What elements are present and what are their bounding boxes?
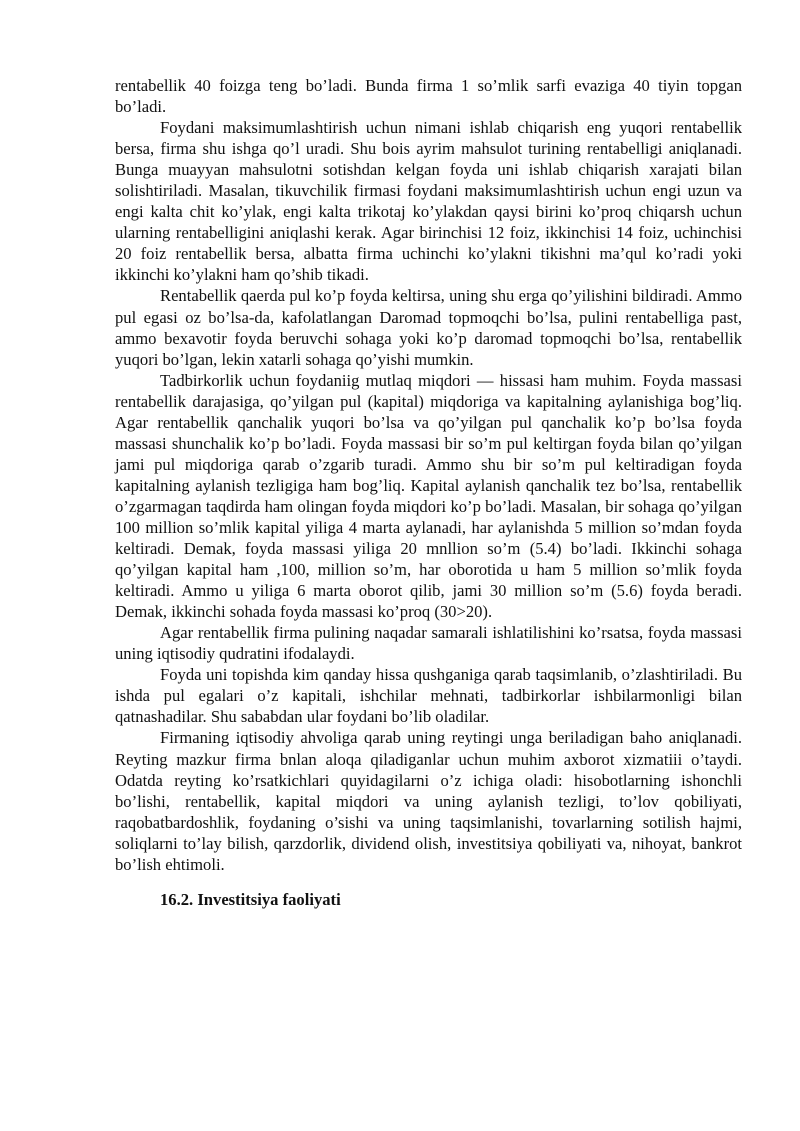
paragraph-profit-mass: Tadbirkorlik uchun foydaniig mutlaq miqdori — hissasi ham muhim. Foyda massasi rentabellik darajasiga, qo’yilgan pul (kapital) miqdoriga va kapitalning aylanishiga bog’liq. Agar rentabellik qanchalik yuqori bo’lsa va qo’yilgan pul qanchalik ko’p bo’lsa foyda massasi shunchalik ko’p bo’ladi. Foyda massasi bir so’m pul keltirgan foyda bilan qo’yilgan jami pul miqdoriga qarab o’zgarib turadi. Ammo shu bir so’m pul keltiradigan foyda kapitalning aylanish tezligiga ham bog’liq. Kapital aylanish qanchalik tez bo’lsa, rentabellik o’zgarmagan taqdirda ham olingan foyda miqdori ko’p bo’ladi. Masalan, bir sohaga qo’yilgan 100 million so’mlik kapital yiliga 4 marta aylanadi, har aylanishda 5 million so’mdan foyda keltiradi. Demak, foyda massasi yiliga 20 mnllion so’m (5.4) bo’ladi. Ikkinchi sohaga qo’yilgan kapital ham ,100, million so’m, har oborotida u ham 5 million so’mlik foyda keltiradi. Ammo u yiliga 6 marta oborot qilib, jami 30 million so’m (5.6) foyda beradi. Demak, ikkinchi sohada foyda massasi ko’proq (30>20). [115,370,742,622]
paragraph-rating: Firmaning iqtisodiy ahvoliga qarab uning reytingi unga beriladigan baho aniqlanadi. Reyting mazkur firma bnlan aloqa qiladiganlar uchun muhim axborot xizmatiii o’taydi. Odatda reyting ko’rsatkichlari quyidagilarni o’z ichiga oladi: hisobotlarning ishonchli bo’lishi, rentabellik, kapital miqdori va uning aylanish tezligi, to’lov qobiliyati, raqobatbardoshlik, foydaning o’sishi va uning taqsimlanishi, tovarlarning sotilish hajmi, soliqlarni to’lay bilish, qarzdorlik, dividend olish, investitsiya qobiliyati va, nihoyat, bankrot bo’lish ehtimoli. [115,728,742,874]
paragraph-profit-distribution: Foyda uni topishda kim qanday hissa qushganiga qarab taqsimlanib, o’zlashtiriladi. Bu ishda pul egalari o’z kapitali, ishchilar mehnati, tadbirkorlar ishbilarmonligi bilan qatnashadilar. Shu sababdan ular foydani bo’lib oladilar. [115,665,742,727]
paragraph-continuation: rentabellik 40 foizga teng bo’ladi. Bunda firma 1 so’mlik sarfi evaziga 40 tiyin topgan bo’ladi. [115,76,742,117]
paragraph-profit-maximization: Foydani maksimumlashtirish uchun nimani ishlab chiqarish eng yuqori rentabellik bersa, firma shu ishga qo’l uradi. Shu bois ayrim mahsulot turining rentabelligi aniqlanadi. Bunga muayyan mahsulotni sotishdan kelgan foyda uni ishlab chiqarish xarajati bilan solishtiriladi. Masalan, tikuvchilik firmasi foydani maksimumlashtirish uchun engi uzun va engi kalta chit ko’ylak, engi kalta trikotaj ko’ylakdan qaysi birini ko’proq chiqarsh uchun ularning rentabelligini aniqlashi kerak. Agar birinchisi 12 foiz, ikkinchisi 14 foiz, uchinchisi 20 foiz rentabellik bersa, albatta firma uchinchi ko’ylakni tikishni ma’qul ko’radi yoki ikkinchi ko’ylakni ham qo’shib tikadi. [115,118,742,285]
paragraph-economic-power: Agar rentabellik firma pulining naqadar samarali ishlatilishini ko’rsatsa, foyda massasi uning iqtisodiy qudratini ifodalaydi. [115,623,742,664]
paragraph-rentability-placement: Rentabellik qaerda pul ko’p foyda keltirsa, uning shu erga qo’yilishini bildiradi. Ammo pul egasi oz bo’lsa-da, kafolatlangan Daromad topmoqchi bo’lsa, pulini rentabelliga past, ammo bexavotir foyda beruvchi sohaga yoki ko’p daromad topmoqchi bo’lsa, rentabellik yuqori bo’lgan, lekin xatarli sohaga qo’yishi mumkin. [115,286,742,369]
section-heading: 16.2. Investitsiya faoliyati [160,889,341,909]
document-page [115,75,742,910]
